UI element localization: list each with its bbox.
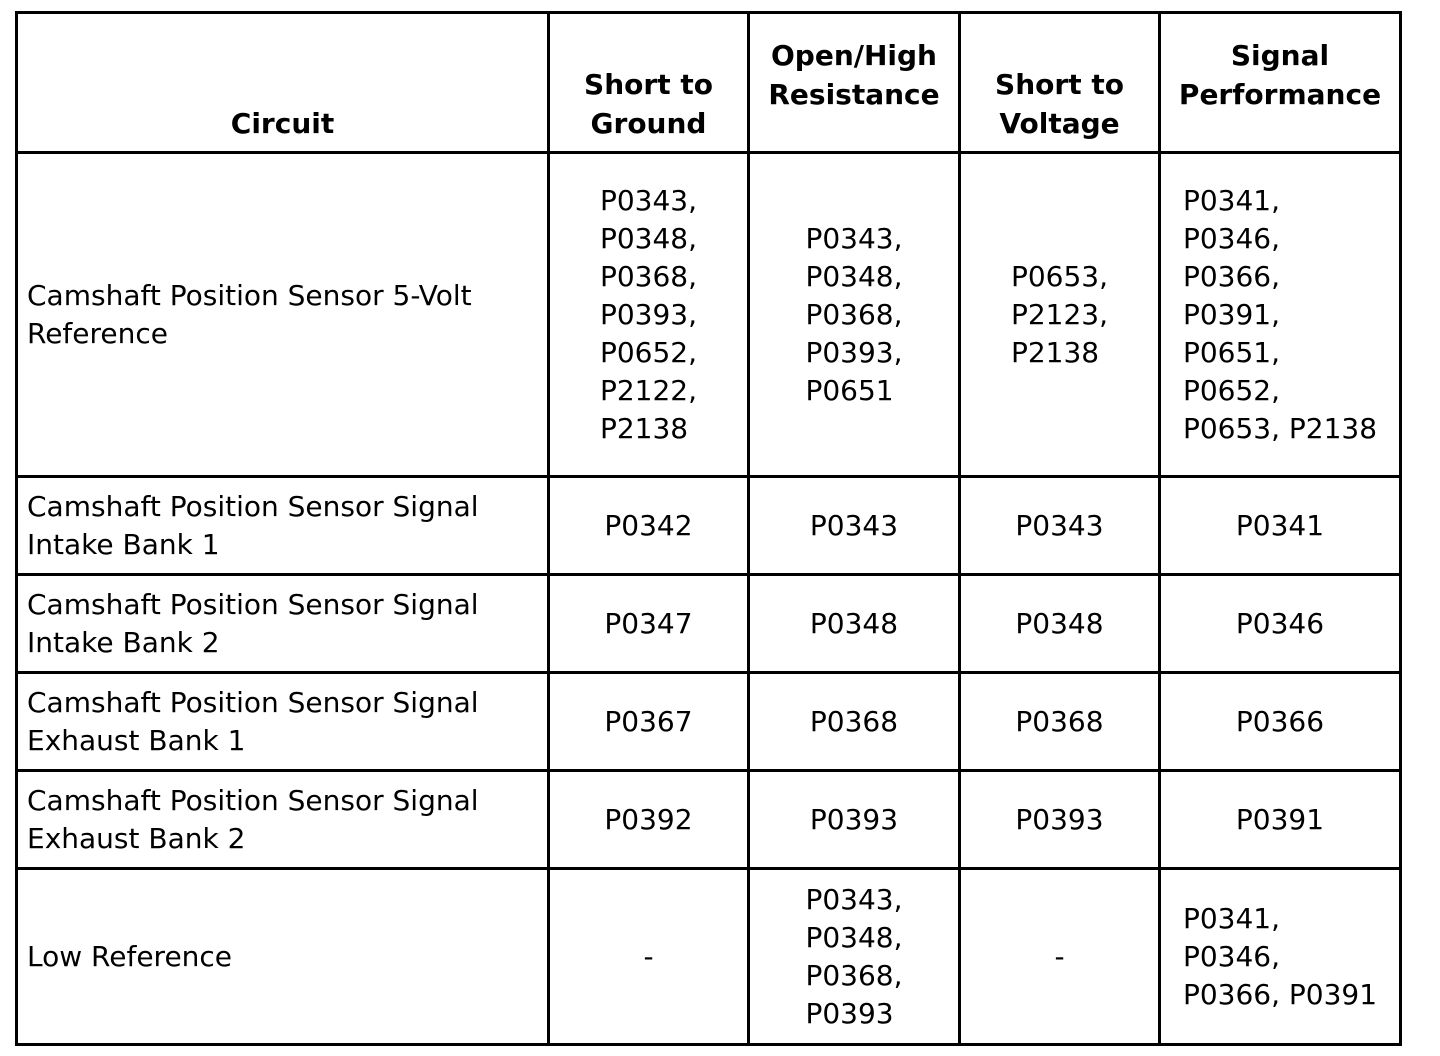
signal-performance-cell: P0391 [1160, 771, 1401, 869]
open-high-resistance-cell: P0393 [749, 771, 960, 869]
short-to-voltage-cell: P0653, P2123, P2138 [960, 153, 1160, 477]
open-high-resistance-cell: P0368 [749, 673, 960, 771]
open-high-resistance-cell: P0348 [749, 575, 960, 673]
short-to-ground-cell: - [549, 869, 749, 1045]
header-open-high-resistance: Open/High Resistance [749, 13, 960, 153]
table-row [17, 153, 1401, 477]
circuit-cell: Camshaft Position Sensor Signal Exhaust Bank 1 [17, 673, 549, 771]
circuit-cell: Camshaft Position Sensor Signal Exhaust Bank 2 [17, 771, 549, 869]
short-to-ground-cell: P0367 [549, 673, 749, 771]
short-to-voltage-cell: P0368 [960, 673, 1160, 771]
signal-performance-cell: P0341, P0346, P0366, P0391, P0651, P0652, P0653, P2138 [1160, 153, 1401, 477]
circuit-cell: Camshaft Position Sensor Signal Intake Bank 1 [17, 477, 549, 575]
circuit-cell: Camshaft Position Sensor Signal Intake Bank 2 [17, 575, 549, 673]
circuit-cell: Camshaft Position Sensor 5-Volt Reference [17, 153, 549, 477]
table-row [17, 771, 1401, 869]
short-to-ground-cell: P0392 [549, 771, 749, 869]
short-to-voltage-cell: P0343 [960, 477, 1160, 575]
signal-performance-cell: P0341, P0346, P0366, P0391 [1160, 869, 1401, 1045]
short-to-ground-cell: P0343, P0348, P0368, P0393, P0652, P2122, P2138 [549, 153, 749, 477]
dtc-table [15, 11, 1402, 1046]
short-to-voltage-cell: P0348 [960, 575, 1160, 673]
header-signal-performance: Signal Performance [1160, 13, 1401, 153]
table-row [17, 869, 1401, 1045]
header-short-to-ground: Short to Ground [549, 13, 749, 153]
signal-performance-cell: P0346 [1160, 575, 1401, 673]
header-short-to-voltage: Short to Voltage [960, 13, 1160, 153]
open-high-resistance-cell: P0343 [749, 477, 960, 575]
short-to-ground-cell: P0347 [549, 575, 749, 673]
short-to-voltage-cell: - [960, 869, 1160, 1045]
signal-performance-cell: P0341 [1160, 477, 1401, 575]
circuit-cell: Low Reference [17, 869, 549, 1045]
table-header-row [17, 13, 1401, 153]
open-high-resistance-cell: P0343, P0348, P0368, P0393 [749, 869, 960, 1045]
table-row [17, 477, 1401, 575]
open-high-resistance-cell: P0343, P0348, P0368, P0393, P0651 [749, 153, 960, 477]
header-circuit: Circuit [17, 13, 549, 153]
table-row [17, 673, 1401, 771]
short-to-voltage-cell: P0393 [960, 771, 1160, 869]
signal-performance-cell: P0366 [1160, 673, 1401, 771]
table-row [17, 575, 1401, 673]
short-to-ground-cell: P0342 [549, 477, 749, 575]
